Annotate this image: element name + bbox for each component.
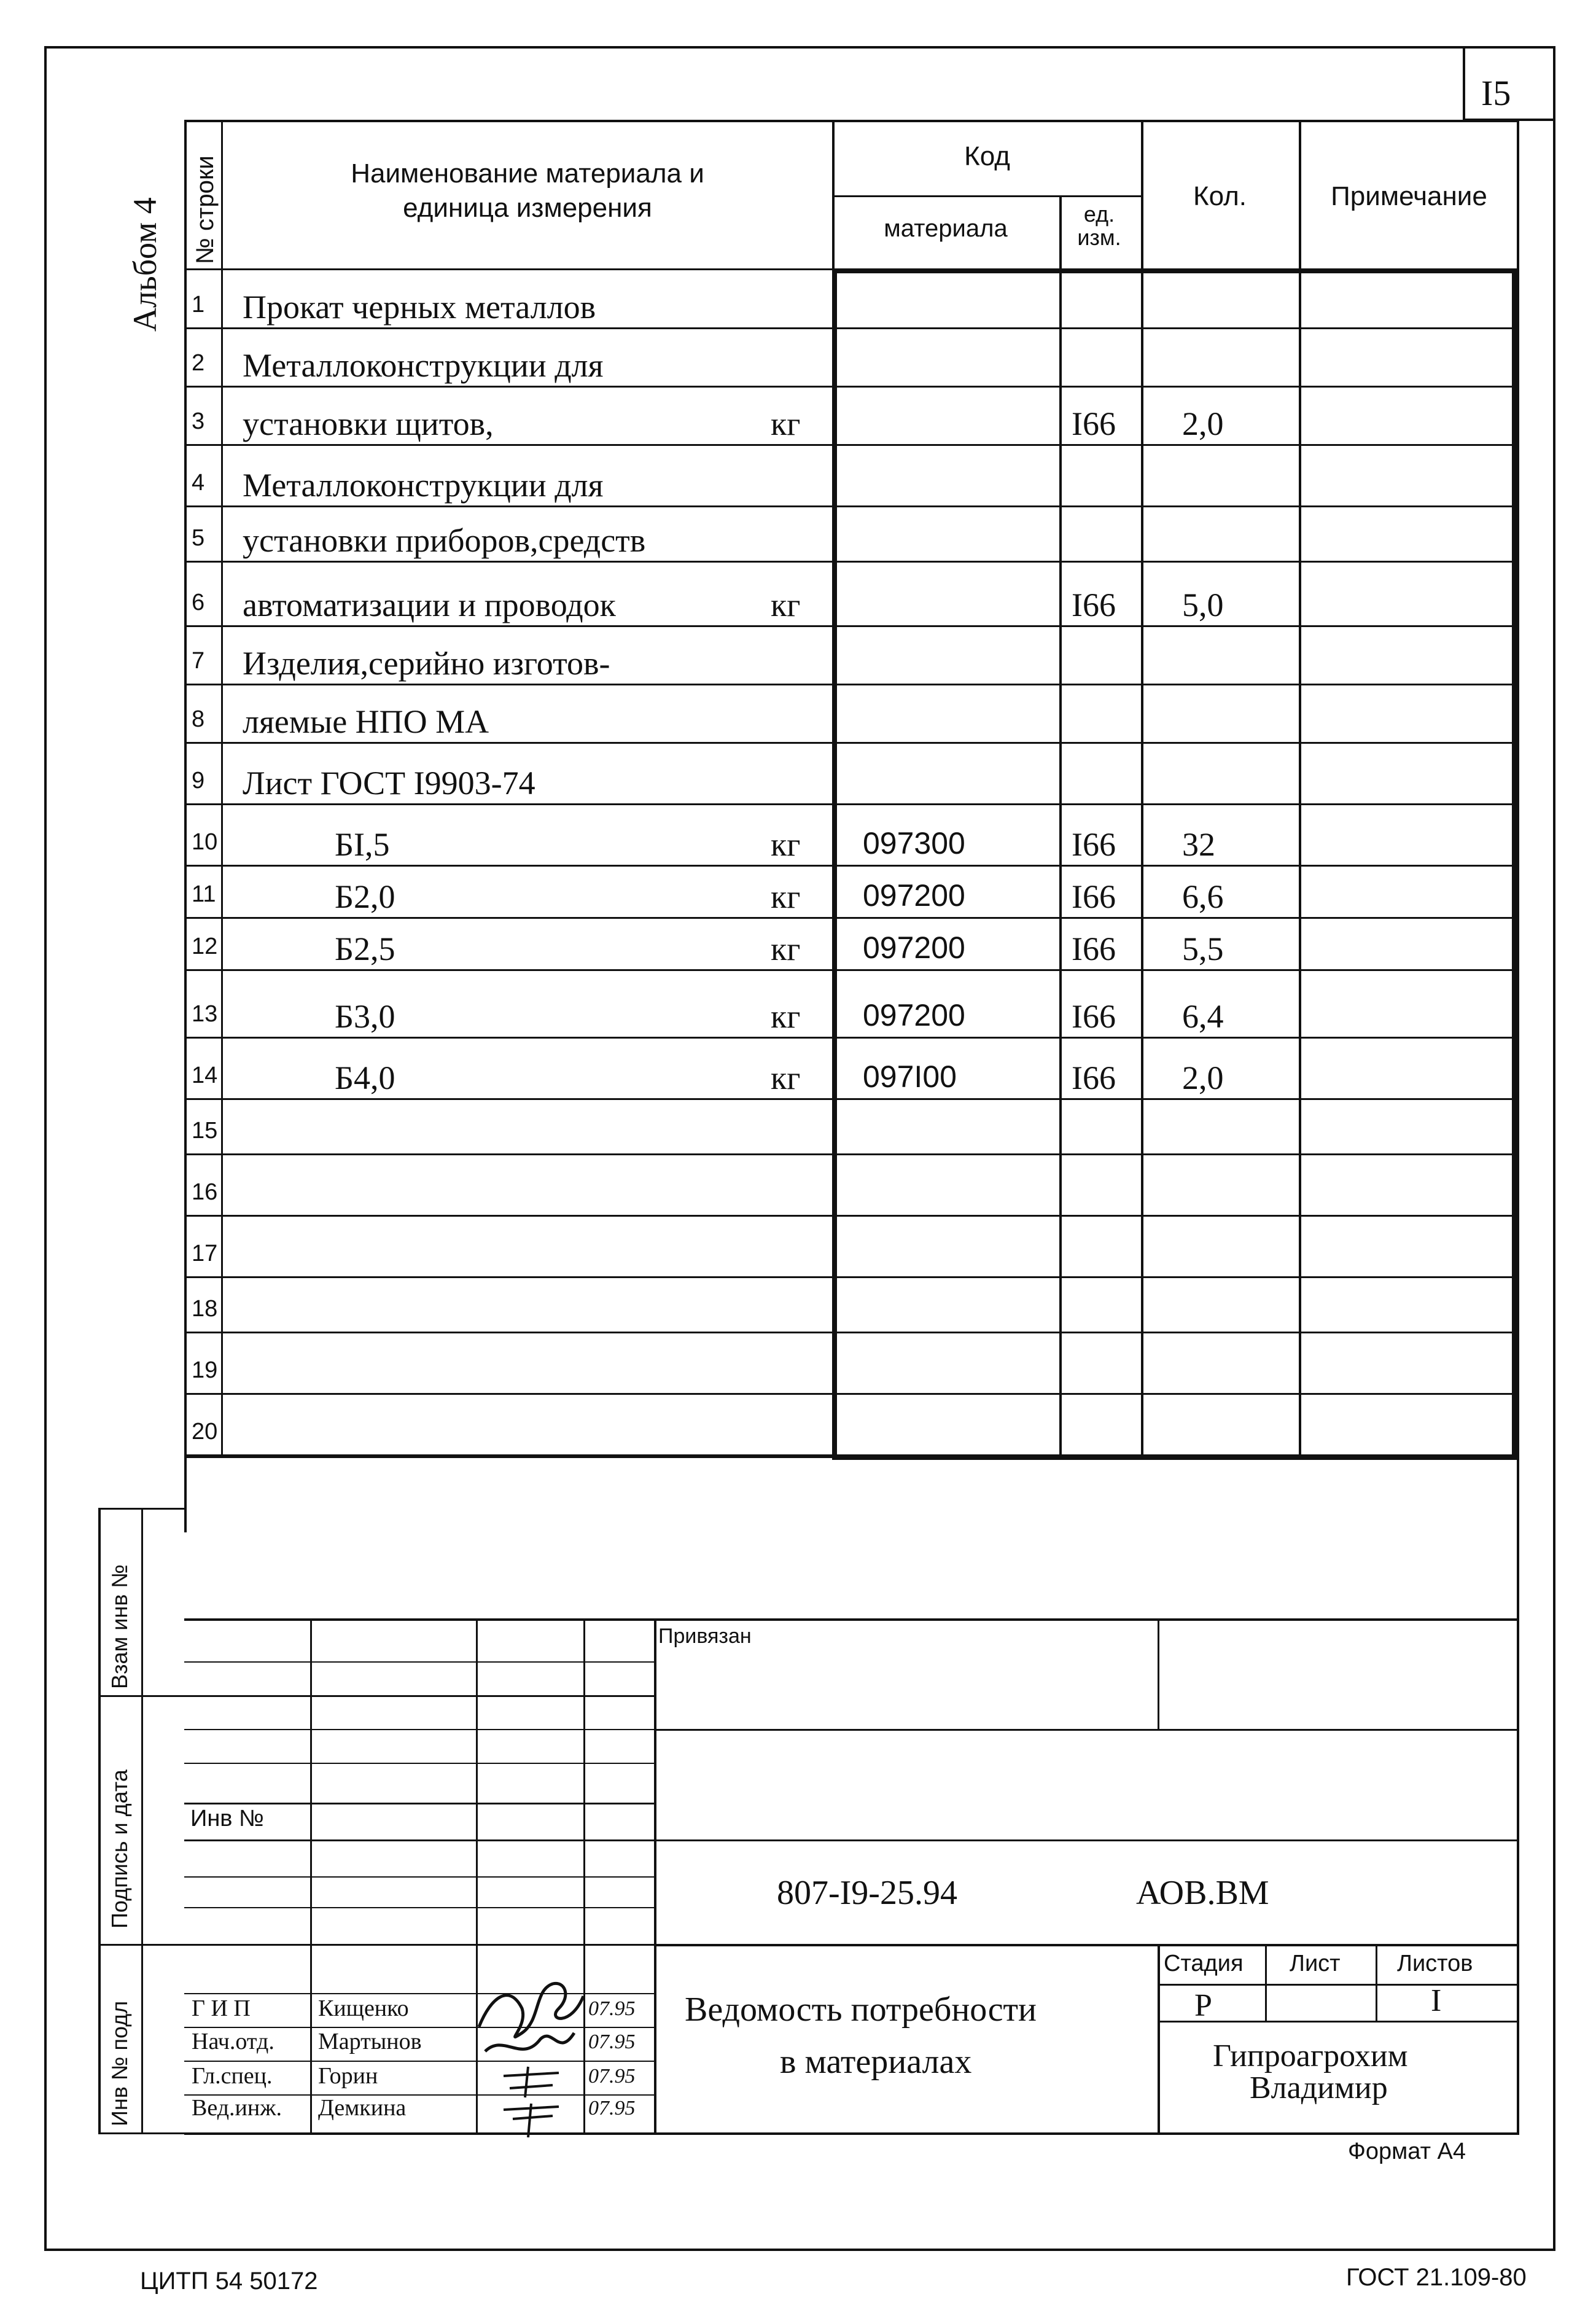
side-label-vzam: Взам инв № (107, 1564, 132, 1689)
row-number: 1 (192, 292, 205, 318)
row-qty: 6,6 (1182, 878, 1224, 915)
row-material-code: 097200 (863, 998, 965, 1032)
signer-role: Нач.отд. (192, 2029, 274, 2054)
row-number: 16 (192, 1179, 218, 1205)
side-label-inv-podl: Инв № подл (107, 2000, 132, 2126)
row-qty: 5,0 (1182, 587, 1224, 623)
table-row (184, 1216, 1519, 1278)
row-number: 15 (192, 1118, 218, 1144)
row-number: 18 (192, 1296, 218, 1322)
header-row-no: № строки (192, 155, 219, 264)
row-number: 14 (192, 1063, 218, 1088)
signature-scribbles (467, 1959, 596, 2144)
row-name: Прокат черных металлов (243, 289, 596, 326)
table-row (184, 626, 1519, 685)
row-name: установки щитов, (243, 405, 494, 442)
table-row (184, 805, 1519, 866)
org-line1: Гипроагрохим (1213, 2038, 1408, 2073)
row-uom-code: I66 (1072, 587, 1116, 623)
album-label: Альбом 4 (127, 197, 163, 332)
row-qty: 6,4 (1182, 998, 1224, 1035)
row-name: Изделия,серийно изготов- (243, 645, 610, 682)
signer-date: 07.95 (588, 2065, 636, 2088)
row-name: автоматизации и проводок (243, 587, 616, 623)
doc-code: 807-I9-25.94 (777, 1874, 957, 1912)
table-row (184, 1278, 1519, 1333)
footer-left: ЦИТП 54 50172 (140, 2268, 318, 2295)
row-name: Лист ГОСТ I9903-74 (243, 765, 535, 802)
row-material-code: 097200 (863, 930, 965, 965)
header-note: Примечание (1331, 181, 1487, 211)
table-row (184, 329, 1519, 387)
signer-name: Горин (318, 2063, 378, 2089)
row-number: 17 (192, 1241, 218, 1266)
header-name-text: Наименование материала и единица измерения (351, 158, 704, 223)
row-uom-code: I66 (1072, 878, 1116, 915)
row-unit: кг (771, 1059, 801, 1096)
table-row (184, 270, 1519, 329)
row-unit: кг (771, 587, 801, 623)
row-number: 10 (192, 829, 218, 855)
signer-date: 07.95 (588, 1997, 636, 2020)
table-row (184, 970, 1519, 1038)
row-unit: кг (771, 405, 801, 442)
sheets-label: Листов (1397, 1951, 1473, 1976)
row-name: Металлоконструкции для (243, 467, 604, 504)
row-unit: кг (771, 998, 801, 1035)
header-qty: Кол. (1193, 181, 1247, 211)
doc-title-line1: Ведомость потребности (685, 1991, 1037, 2029)
row-unit: кг (771, 826, 801, 863)
doc-mark: АОВ.ВМ (1136, 1874, 1269, 1912)
footer-right: ГОСТ 21.109-80 (1346, 2264, 1527, 2291)
signer-role: Вед.инж. (192, 2095, 282, 2121)
row-number: 20 (192, 1419, 218, 1445)
row-qty: 2,0 (1182, 1059, 1224, 1096)
signer-role: Гл.спец. (192, 2063, 273, 2089)
row-unit: кг (771, 878, 801, 915)
signer-name: Кищенко (318, 1995, 409, 2021)
table-row (184, 918, 1519, 970)
header-code-unit: ед. изм. (1077, 201, 1121, 250)
row-qty: 5,5 (1182, 930, 1224, 967)
row-name: Б4,0 (335, 1059, 395, 1096)
row-number: 6 (192, 590, 205, 615)
table-row (184, 507, 1519, 562)
table-row (184, 1394, 1519, 1456)
table-row (184, 1155, 1519, 1216)
row-name: установки приборов,средств (243, 522, 646, 559)
format-label: Формат А4 (1348, 2139, 1466, 2164)
sheet-label: Лист (1290, 1951, 1341, 1976)
doc-title-line2: в материалах (780, 2043, 972, 2081)
table-row (184, 562, 1519, 626)
privyazan-label: Привязан (658, 1625, 752, 1648)
row-number: 11 (192, 881, 216, 907)
row-qty: 2,0 (1182, 405, 1224, 442)
row-number: 4 (192, 470, 205, 496)
row-name: Металлоконструкции для (243, 347, 604, 384)
stage-value: Р (1194, 1988, 1212, 2023)
header-name (223, 157, 832, 225)
header-code-material: материала (884, 215, 1008, 242)
row-material-code: 097I00 (863, 1059, 957, 1094)
row-number: 8 (192, 706, 205, 732)
row-unit: кг (771, 930, 801, 967)
row-name: Б2,0 (335, 878, 395, 915)
row-number: 2 (192, 350, 205, 376)
row-name: Б2,5 (335, 930, 395, 967)
row-number: 3 (192, 408, 205, 434)
signer-name: Демкина (318, 2095, 407, 2121)
row-name: БI,5 (335, 826, 390, 863)
row-number: 5 (192, 525, 205, 551)
table-row (184, 1099, 1519, 1155)
sheets-value: I (1431, 1983, 1442, 2018)
signer-date: 07.95 (588, 2097, 636, 2120)
row-uom-code: I66 (1072, 826, 1116, 863)
table-row (184, 866, 1519, 918)
table-row (184, 445, 1519, 507)
row-number: 13 (192, 1001, 218, 1027)
table-row (184, 685, 1519, 743)
table-row (184, 387, 1519, 445)
row-material-code: 097200 (863, 878, 965, 913)
row-material-code: 097300 (863, 826, 965, 860)
row-uom-code: I66 (1072, 998, 1116, 1035)
signer-date: 07.95 (588, 2030, 636, 2053)
row-number: 7 (192, 648, 205, 674)
sheet-number: I5 (1481, 73, 1511, 113)
row-uom-code: I66 (1072, 1059, 1116, 1096)
signer-role: Г И П (192, 1995, 251, 2021)
table-row (184, 1038, 1519, 1099)
row-qty: 32 (1182, 826, 1215, 863)
row-uom-code: I66 (1072, 405, 1116, 442)
row-number: 9 (192, 768, 205, 794)
row-uom-code: I66 (1072, 930, 1116, 967)
signer-name: Мартынов (318, 2029, 422, 2054)
table-row (184, 1333, 1519, 1394)
side-label-podpis: Подпись и дата (107, 1769, 132, 1929)
table-row (184, 743, 1519, 805)
row-number: 12 (192, 934, 218, 959)
row-name: ляемые НПО МА (243, 703, 489, 740)
org-line2: Владимир (1250, 2070, 1388, 2105)
stage-label: Стадия (1164, 1951, 1244, 1976)
inv-no-label: Инв № (190, 1806, 264, 1831)
header-code: Код (964, 141, 1010, 171)
row-name: Б3,0 (335, 998, 395, 1035)
row-number: 19 (192, 1357, 218, 1383)
